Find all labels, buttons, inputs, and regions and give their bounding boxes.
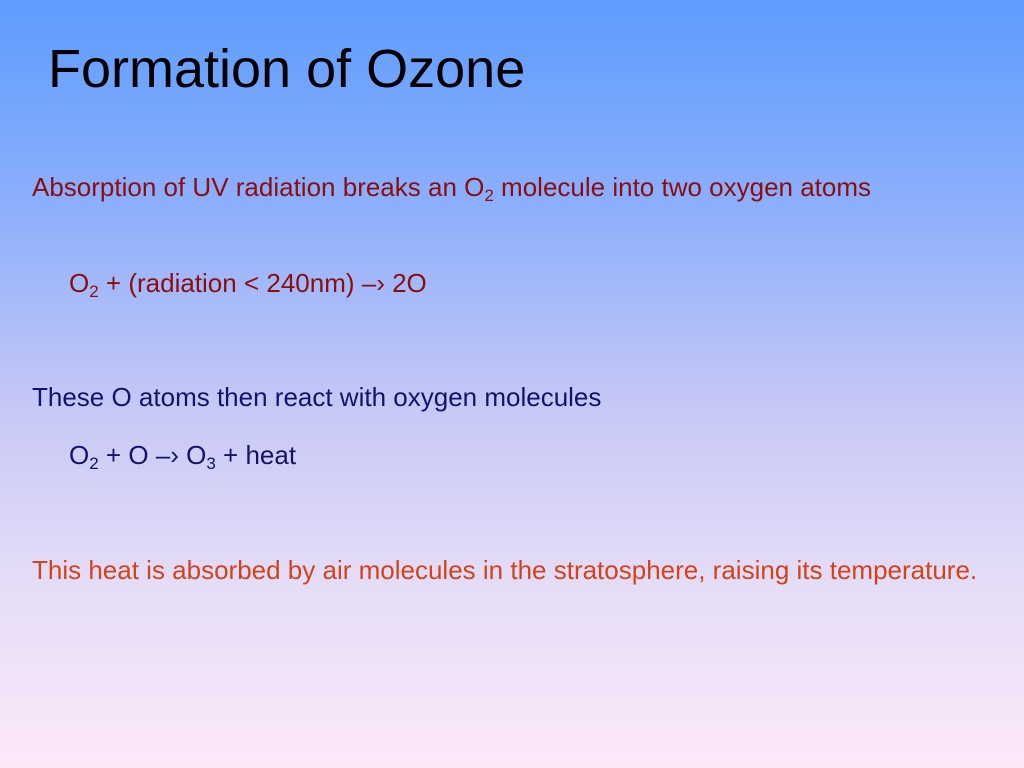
- subscript: 2: [89, 454, 99, 473]
- bullet-text-part: Absorption of UV radiation breaks an O: [32, 172, 485, 202]
- bullet-o-atoms-react: [32, 378, 1024, 416]
- bullet-text: This heat is absorbed by air molecules in the stratosphere, raising its temperature.: [32, 555, 978, 585]
- subscript: 2: [484, 186, 494, 205]
- equation-part: O: [69, 268, 90, 298]
- bullet-text-part: molecule into two oxygen atoms: [493, 172, 872, 202]
- bullet-uv-absorption: [32, 168, 1024, 206]
- subscript: 3: [206, 454, 216, 473]
- subscript: 2: [89, 282, 99, 301]
- bullet-text: These O atoms then react with oxygen molecules: [32, 382, 602, 412]
- equation-part: + (radiation < 240nm) –› 2O: [98, 268, 427, 298]
- equation-ozone-formation: [69, 436, 296, 474]
- equation-part: + heat: [215, 440, 297, 470]
- slide-title: Formation of Ozone: [48, 39, 526, 99]
- bullet-heat-absorbed: [32, 551, 1024, 589]
- equation-o2-photolysis: [69, 264, 427, 302]
- equation-part: O: [69, 440, 90, 470]
- equation-part: + O –› O: [98, 440, 207, 470]
